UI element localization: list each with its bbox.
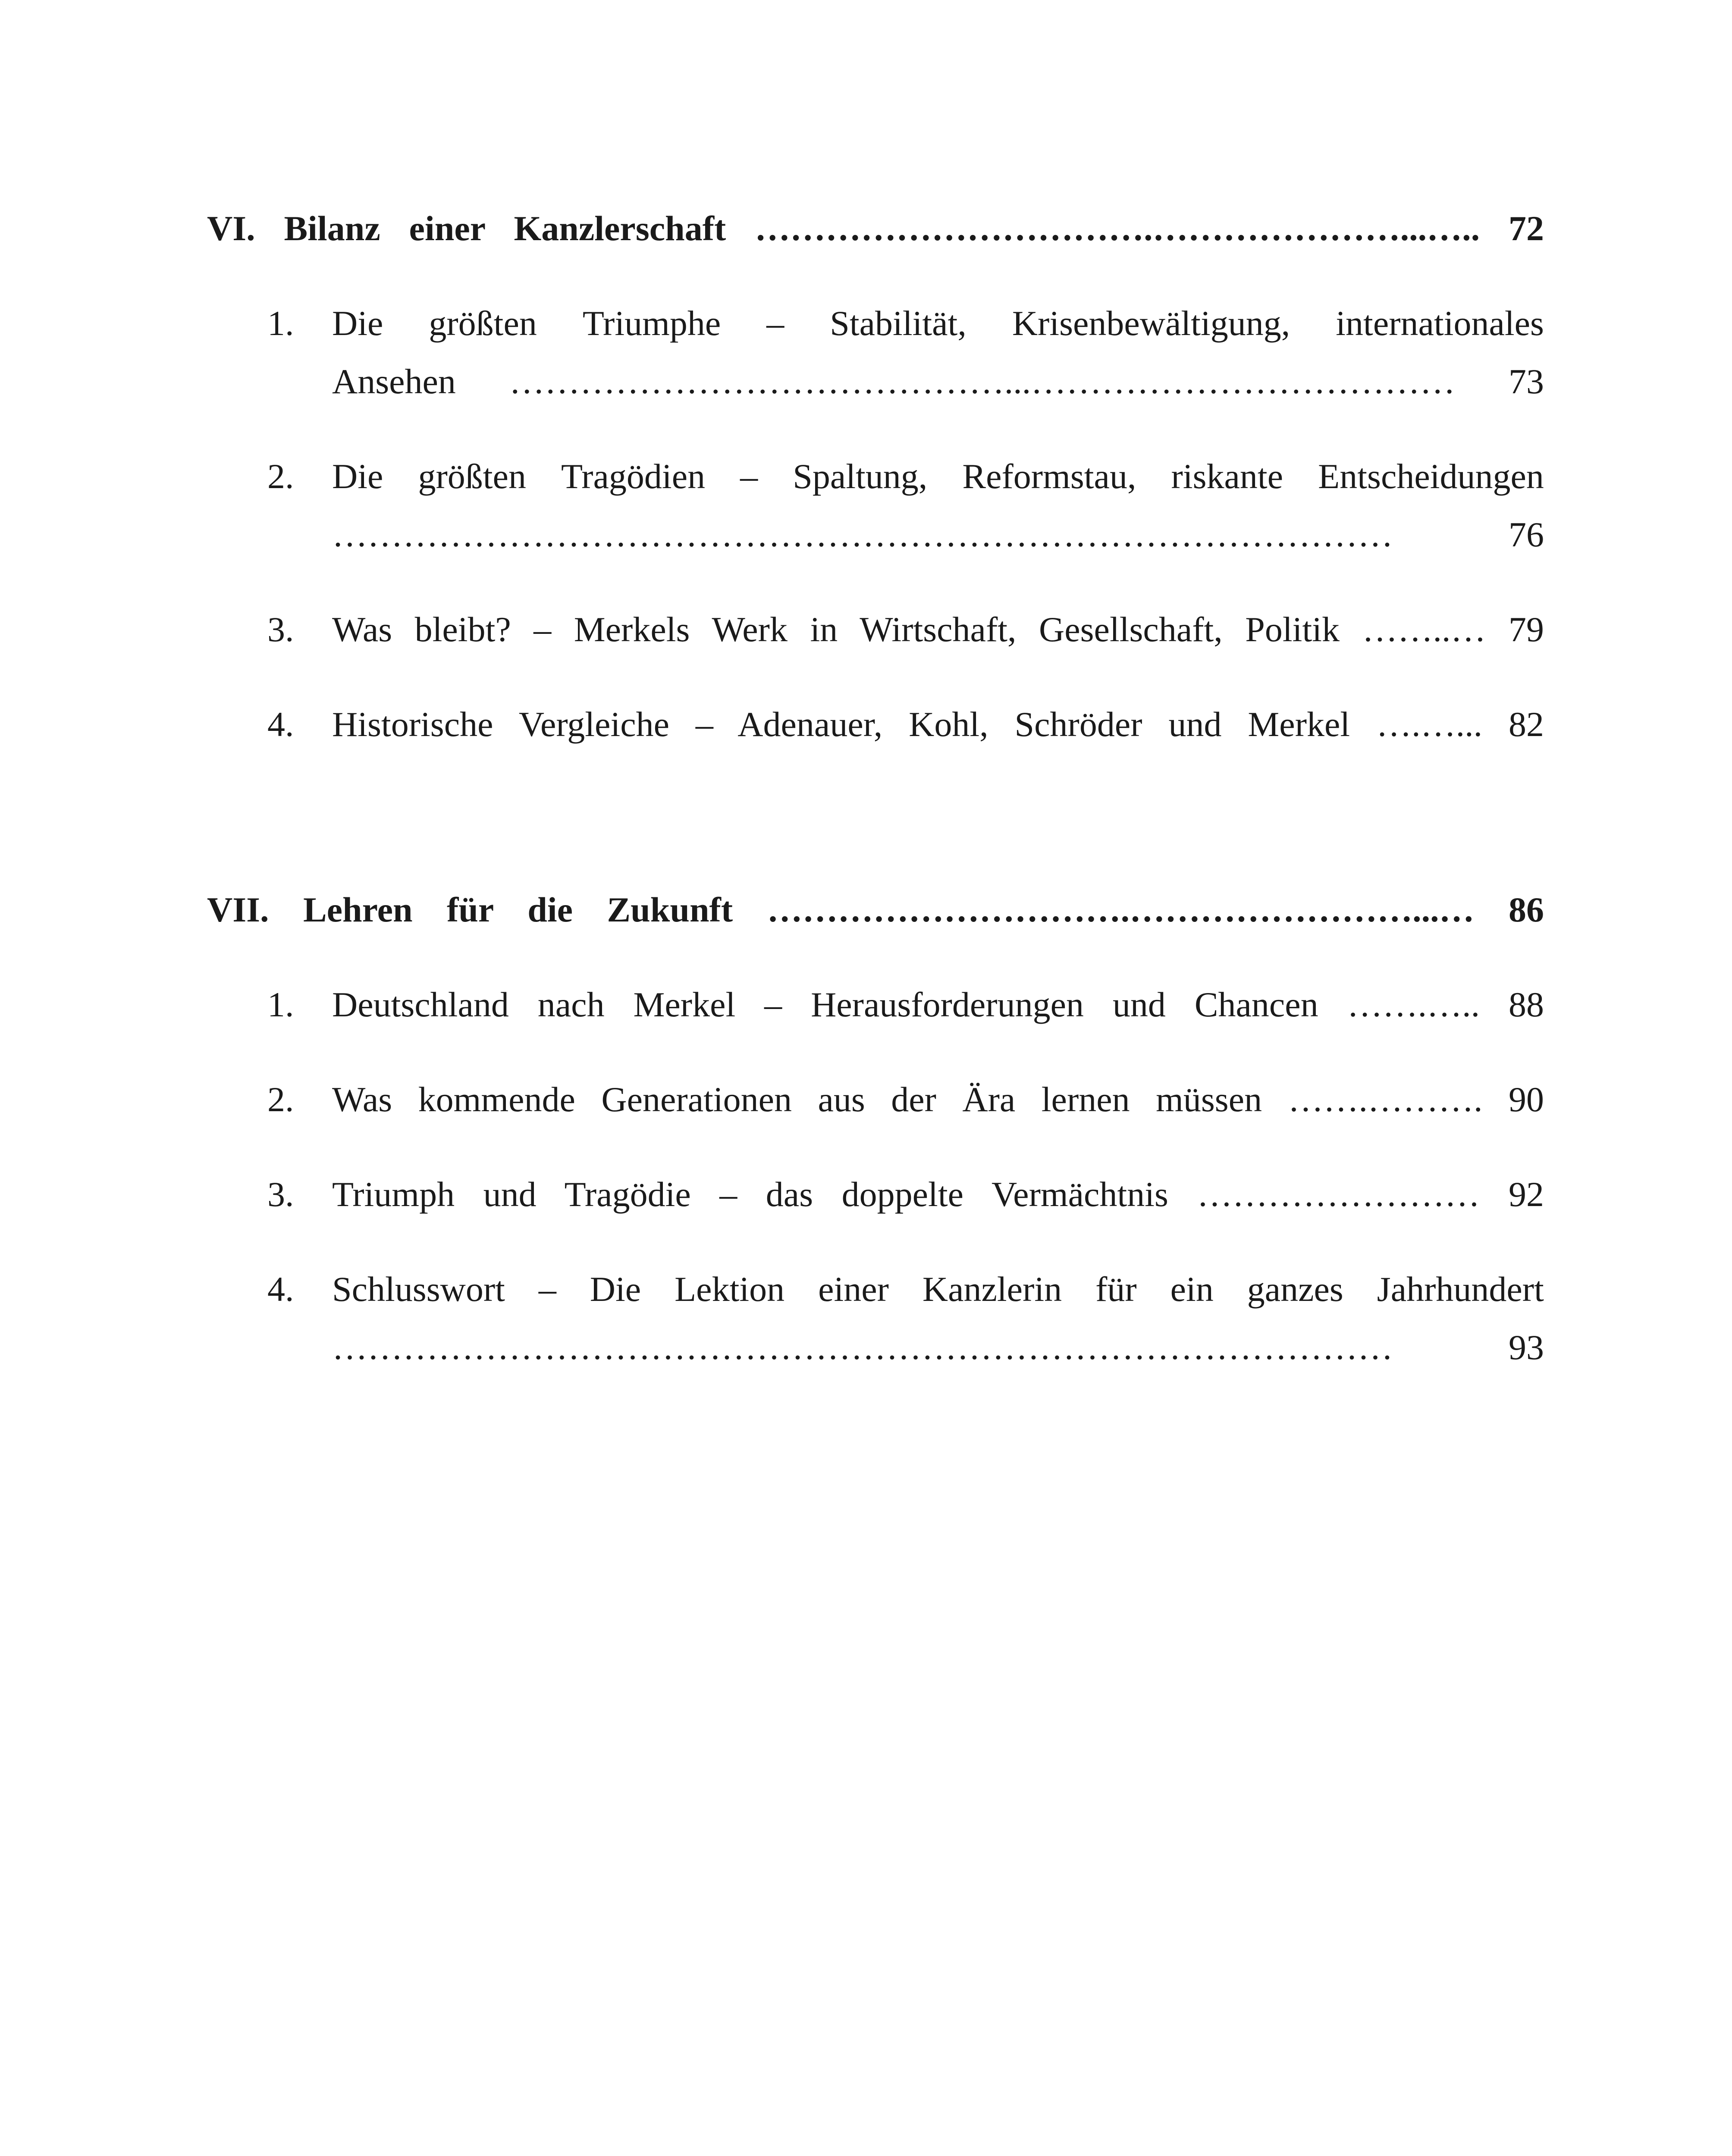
entry-number: 1.: [267, 985, 294, 1024]
entry-text: Was bleibt? – Merkels Werk in Wirtschaft, Gesellschaft, Politik ……..… 79: [332, 610, 1544, 649]
entry-number: 3.: [267, 610, 294, 649]
entry-number: 4.: [267, 705, 294, 744]
entry-line-1: Die größten Triumphe – Stabilität, Krisenbewältigung, internationales: [332, 304, 1544, 343]
entry-line-1: Schlusswort – Die Lektion einer Kanzlerin für ein ganzes Jahrhundert: [332, 1269, 1544, 1309]
chapter-heading-text: VII. Lehren für die Zukunft ………………………….……………………...… 86: [207, 890, 1544, 929]
entry-number: 1.: [267, 304, 294, 343]
entry-line-2: ……………………………………………………………………………… 93: [332, 1328, 1544, 1367]
entry-number: 3.: [267, 1175, 294, 1214]
entry-text: Triumph und Tragödie – das doppelte Vermächtnis …………………… 92: [332, 1175, 1544, 1214]
entry-line-2: ……………………………………………………………………………… 76: [332, 515, 1544, 554]
entry-number: 2.: [267, 457, 294, 496]
entry-text: Historische Vergleiche – Adenauer, Kohl, Schröder und Merkel ….…... 82: [332, 705, 1544, 744]
chapter-heading-text: VI. Bilanz einer Kanzlerschaft …………………………….…………………...….. 72: [207, 209, 1544, 248]
entry-text: Was kommende Generationen aus der Ära lernen müssen …….………. 90: [332, 1080, 1544, 1119]
entry-line-2: Ansehen ……………………………………...……………………………… 73: [332, 362, 1544, 401]
entry-number: 4.: [267, 1269, 294, 1309]
entry-number: 2.: [267, 1080, 294, 1119]
entry-text: Deutschland nach Merkel – Herausforderungen und Chancen …….….. 88: [332, 985, 1544, 1024]
entry-line-1: Die größten Tragödien – Spaltung, Reformstau, riskante Entscheidungen: [332, 457, 1544, 496]
